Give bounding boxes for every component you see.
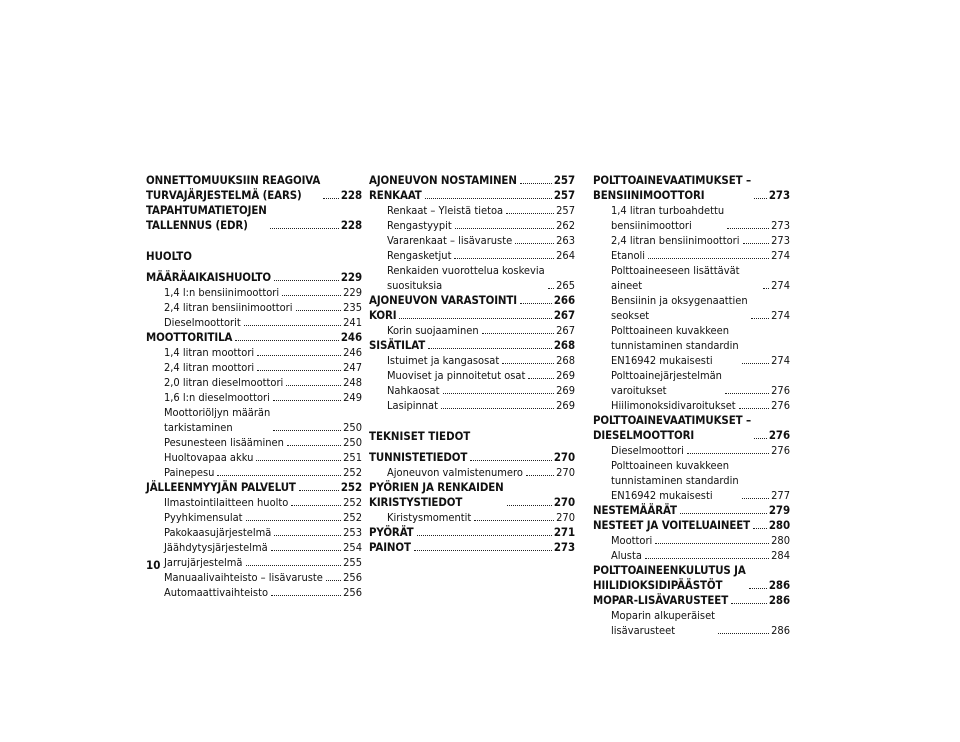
toc-entry-title: POLTTOAINEVAATIMUKSET – BENSIINIMOOTTORI (593, 173, 751, 202)
toc-entry-title: 1,6 l:n dieselmoottori (164, 391, 270, 404)
toc-entry-title: Muoviset ja pinnoitetut osat (387, 369, 526, 382)
dot-leader (273, 430, 341, 431)
toc-entry-sub[interactable] (593, 458, 790, 503)
toc-page-number: 229 (340, 270, 362, 284)
toc-entry-title: 2,4 litran moottori (164, 361, 255, 374)
dot-leader (474, 520, 554, 521)
toc-entry-title: Ajoneuvon valmistenumero (387, 466, 523, 479)
toc-page-number: 257 (553, 173, 575, 187)
dot-leader (256, 460, 341, 461)
dot-leader (246, 520, 342, 521)
toc-entry-title: Pyyhkimensulat (164, 511, 243, 524)
toc-entry-main[interactable] (369, 308, 575, 323)
toc-page-number: 250 (343, 421, 362, 434)
dot-leader (743, 243, 770, 244)
toc-entry-title: 2,4 litran bensiinimoottori (611, 234, 740, 247)
dot-leader (235, 340, 339, 341)
dot-leader (257, 355, 341, 356)
toc-entry-title: ONNETTOMUUKSIIN REAGOIVA TURVAJÄRJESTELMÄ (EARS) (146, 173, 321, 202)
toc-entry-sub[interactable] (146, 495, 362, 510)
toc-entry-title: Moottoriöljyn määrän tarkistaminen (164, 406, 271, 434)
toc-entry-sub[interactable] (593, 323, 790, 368)
toc-entry-main[interactable] (146, 330, 362, 345)
toc-page-number: 274 (771, 249, 790, 262)
toc-entry-title: MOPAR-LISÄVARUSTEET (593, 593, 729, 607)
toc-page-number: 280 (768, 518, 790, 532)
toc-entry-title: Moparin alkuperäiset lisävarusteet (611, 609, 716, 637)
toc-entry-main[interactable] (369, 188, 575, 203)
toc-entry-sub[interactable] (369, 203, 575, 218)
dot-leader (425, 198, 552, 199)
section-heading: HUOLTO (146, 249, 192, 263)
toc-entry-sub[interactable] (593, 368, 790, 398)
toc-page-number: 271 (553, 525, 575, 539)
toc-entry-sub[interactable] (369, 510, 575, 525)
toc-page-number: 254 (343, 541, 362, 554)
toc-entry-title: Dieselmoottori (611, 444, 684, 457)
dot-leader (763, 288, 769, 289)
toc-entry-title: POLTTOAINEVAATIMUKSET – DIESELMOOTTORI (593, 413, 751, 442)
dot-leader (244, 325, 341, 326)
dot-leader (454, 258, 554, 259)
toc-page-number: 286 (768, 578, 790, 592)
toc-entry-sub[interactable] (593, 443, 790, 458)
toc-page-number: 252 (343, 511, 362, 524)
dot-leader (286, 385, 341, 386)
toc-entry-title: Ilmastointilaitteen huolto (164, 496, 289, 509)
toc-entry-main[interactable] (146, 173, 362, 203)
toc-page-number: 256 (343, 586, 362, 599)
dot-leader (257, 370, 341, 371)
toc-entry-title: Bensiinin ja oksygenaattien seokset (611, 294, 748, 322)
dot-leader (515, 243, 554, 244)
toc-page-number: 273 (771, 219, 790, 232)
toc-page-number: 276 (768, 428, 790, 442)
toc-entry-title: AJONEUVON VARASTOINTI (369, 293, 518, 307)
toc-entry-title: KORI (369, 308, 397, 322)
dot-leader (274, 535, 341, 536)
toc-entry-sub[interactable] (146, 540, 362, 555)
toc-entry-title: Polttoaineen kuvakkeen tunnistaminen standardin EN16942 mukaisesti (611, 459, 739, 502)
dot-leader (528, 378, 554, 379)
toc-entry-title: Vararenkaat – lisävaruste (387, 234, 513, 247)
dot-leader (753, 528, 767, 529)
dot-leader (754, 438, 767, 439)
toc-entry-title: Renkaiden vuorottelua koskevia suosituksia (387, 264, 545, 292)
toc-page-number: 286 (771, 624, 790, 637)
toc-entry-title: Pesunesteen lisääminen (164, 436, 284, 449)
dot-leader (731, 603, 767, 604)
toc-entry-sub[interactable] (593, 533, 790, 548)
dot-leader (739, 408, 769, 409)
dot-leader (727, 228, 769, 229)
dot-leader (648, 258, 769, 259)
toc-entry-sub[interactable] (369, 323, 575, 338)
toc-entry-title: Painepesu (164, 466, 215, 479)
toc-entry-sub[interactable] (369, 353, 575, 368)
dot-leader (414, 550, 552, 551)
toc-page-number: 284 (771, 549, 790, 562)
toc-entry-title: Automaattivaihteisto (164, 586, 268, 599)
toc-entry-sub[interactable] (593, 263, 790, 293)
toc-entry-sub[interactable] (146, 585, 362, 600)
toc-entry-sub[interactable] (146, 300, 362, 315)
dot-leader (680, 513, 767, 514)
dot-leader (506, 213, 554, 214)
dot-leader (482, 333, 554, 334)
toc-entry-main[interactable] (593, 173, 790, 203)
toc-page-number: 253 (343, 526, 362, 539)
toc-entry-sub[interactable] (146, 510, 362, 525)
toc-entry-title: JÄLLEENMYYJÄN PALVELUT (146, 480, 296, 494)
toc-page-number: 269 (556, 399, 575, 412)
toc-page-number: 247 (343, 361, 362, 374)
toc-entry-title: POLTTOAINEENKULUTUS JA HIILIDIOKSIDIPÄÄSTÖT (593, 563, 746, 592)
dot-leader (271, 595, 341, 596)
toc-entry-title: TUNNISTETIEDOT (369, 450, 468, 464)
toc-entry-title: NESTEET JA VOITELUAINEET (593, 518, 751, 532)
toc-entry-sub[interactable] (369, 218, 575, 233)
dot-leader (520, 303, 552, 304)
toc-entry-sub[interactable] (146, 375, 362, 390)
toc-entry-main[interactable] (146, 270, 362, 285)
dot-leader (751, 318, 769, 319)
dot-leader (399, 318, 551, 319)
dot-leader (443, 393, 555, 394)
toc-entry-sub[interactable] (146, 525, 362, 540)
toc-entry-title: Pakokaasujärjestelmä (164, 526, 272, 539)
toc-page-number: 246 (343, 346, 362, 359)
toc-column-1 (146, 173, 362, 600)
toc-entry-main[interactable] (146, 480, 362, 495)
toc-page-number: 274 (771, 354, 790, 367)
toc-page-number: 248 (343, 376, 362, 389)
toc-page-number: 256 (343, 571, 362, 584)
dot-leader (687, 453, 769, 454)
toc-page-number: 277 (771, 489, 790, 502)
toc-entry-main[interactable] (593, 593, 790, 608)
toc-page-number: 265 (556, 279, 575, 292)
toc-entry-sub[interactable] (593, 293, 790, 323)
dot-leader (282, 295, 341, 296)
dot-leader (455, 228, 554, 229)
toc-entry-title: Polttoaineen kuvakkeen tunnistaminen standardin EN16942 mukaisesti (611, 324, 739, 367)
toc-entry-title: Jäähdytysjärjestelmä (164, 541, 268, 554)
dot-leader (526, 475, 554, 476)
toc-entry-title: Rengastyypit (387, 219, 452, 232)
toc-entry-title: MOOTTORITILA (146, 330, 233, 344)
toc-entry-title: Renkaat – Yleistä tietoa (387, 204, 504, 217)
toc-page-number: 274 (771, 309, 790, 322)
toc-page-number: 276 (771, 444, 790, 457)
toc-page-number: 267 (556, 324, 575, 337)
toc-page-number: 252 (340, 480, 362, 494)
toc-entry-main[interactable] (369, 173, 575, 188)
toc-entry-sub[interactable] (369, 398, 575, 413)
toc-page-number: 255 (343, 556, 362, 569)
dot-leader (749, 588, 767, 589)
toc-entry-title: Alusta (611, 549, 642, 562)
toc-column-3 (593, 173, 790, 638)
toc-entry-title: PYÖRÄT (369, 525, 414, 539)
toc-entry-sub[interactable] (146, 465, 362, 480)
toc-page-number: 269 (556, 369, 575, 382)
toc-entry-title: Etanoli (611, 249, 646, 262)
dot-leader (270, 228, 339, 229)
toc-page-number: 252 (343, 496, 362, 509)
dot-leader (655, 543, 769, 544)
spacer (369, 413, 575, 429)
toc-entry-title: NESTEMÄÄRÄT (593, 503, 677, 517)
toc-entry-sub[interactable] (369, 233, 575, 248)
dot-leader (754, 198, 767, 199)
toc-entry-sub[interactable] (146, 450, 362, 465)
toc-page-number: 257 (556, 204, 575, 217)
toc-page-number: 273 (768, 188, 790, 202)
toc-entry-title: Istuimet ja kangasosat (387, 354, 500, 367)
toc-entry-main[interactable] (593, 503, 790, 518)
toc-page-number: 269 (556, 384, 575, 397)
toc-entry-main[interactable] (369, 525, 575, 540)
toc-entry-main[interactable] (146, 203, 362, 233)
toc-page-number: 266 (553, 293, 575, 307)
toc-page-number: 267 (553, 308, 575, 322)
dot-leader (273, 400, 341, 401)
toc-page-number: 228 (340, 188, 362, 202)
dot-leader (441, 408, 554, 409)
toc-entry-sub[interactable] (369, 263, 575, 293)
spacer (146, 233, 362, 249)
toc-page-number: 279 (768, 503, 790, 517)
toc-page-number: 257 (553, 188, 575, 202)
toc-entry-title: Moottori (611, 534, 653, 547)
toc-page-number: 270 (553, 450, 575, 464)
toc-page-number: 270 (556, 511, 575, 524)
toc-entry-sub[interactable] (593, 233, 790, 248)
toc-page-number: 228 (340, 218, 362, 232)
toc-entry-main[interactable] (369, 338, 575, 353)
dot-leader (417, 535, 552, 536)
toc-entry-sub[interactable] (146, 285, 362, 300)
toc-page-number: 276 (771, 384, 790, 397)
toc-entry-sub[interactable] (593, 203, 790, 233)
dot-leader (296, 310, 342, 311)
toc-entry-title: Manuaalivaihteisto – lisävaruste (164, 571, 323, 584)
toc-entry-sub[interactable] (146, 435, 362, 450)
dot-leader (718, 633, 769, 634)
toc-entry-title: Rengasketjut (387, 249, 452, 262)
toc-entry-title: 1,4 litran turboahdettu bensiinimoottori (611, 204, 725, 232)
toc-entry-main[interactable] (369, 450, 575, 465)
dot-leader (502, 363, 554, 364)
dot-leader (520, 183, 552, 184)
toc-entry-sub[interactable] (146, 570, 362, 585)
toc-entry-title: Jarrujärjestelmä (164, 556, 243, 569)
toc-page-number: 274 (771, 279, 790, 292)
toc-page-number: 270 (553, 495, 575, 509)
toc-page-number: 263 (556, 234, 575, 247)
toc-entry-main[interactable] (593, 413, 790, 443)
dot-leader (470, 460, 552, 461)
dot-leader (274, 280, 339, 281)
toc-page-number: 273 (553, 540, 575, 554)
toc-page-number: 264 (556, 249, 575, 262)
toc-entry-title: TAPAHTUMATIETOJEN TALLENNUS (EDR) (146, 203, 267, 232)
toc-page-number: 268 (553, 338, 575, 352)
dot-leader (299, 490, 339, 491)
toc-entry-sub[interactable] (593, 248, 790, 263)
toc-entry-title: 2,0 litran dieselmoottori (164, 376, 284, 389)
toc-page-number: 276 (771, 399, 790, 412)
toc-entry-sub[interactable] (369, 368, 575, 383)
dot-leader (217, 475, 341, 476)
toc-page-number: 249 (343, 391, 362, 404)
toc-page-number: 252 (343, 466, 362, 479)
toc-page-number: 235 (343, 301, 362, 314)
dot-leader (742, 363, 769, 364)
toc-entry-title: Nahkaosat (387, 384, 440, 397)
toc-entry-title: Polttoaineeseen lisättävät aineet (611, 264, 740, 292)
toc-entry-title: Lasipinnat (387, 399, 439, 412)
toc-entry-title: PAINOT (369, 540, 411, 554)
dot-leader (428, 348, 552, 349)
toc-entry-title: MÄÄRÄAIKAISHUOLTO (146, 270, 271, 284)
toc-entry-sub[interactable] (146, 345, 362, 360)
toc-entry-sub[interactable] (146, 360, 362, 375)
toc-entry-main[interactable] (593, 563, 790, 593)
dot-leader (645, 558, 769, 559)
toc-page-number: 229 (343, 286, 362, 299)
toc-entry-main[interactable] (369, 540, 575, 555)
toc-entry-sub[interactable] (593, 398, 790, 413)
toc-entry-sub[interactable] (146, 390, 362, 405)
toc-entry-sub[interactable] (593, 608, 790, 638)
dot-leader (725, 393, 769, 394)
toc-entry-title: AJONEUVON NOSTAMINEN (369, 173, 517, 187)
toc-entry-sub[interactable] (146, 315, 362, 330)
dot-leader (291, 505, 341, 506)
page-number: 10 (146, 558, 161, 572)
toc-entry-main[interactable] (369, 480, 575, 510)
dot-leader (548, 288, 554, 289)
toc-entry-title: Kiristysmomentit (387, 511, 472, 524)
toc-entry-title: Hiilimonoksidivaroitukset (611, 399, 736, 412)
toc-entry-sub[interactable] (146, 555, 362, 570)
toc-entry-title: 1,4 l:n bensiinimoottori (164, 286, 280, 299)
toc-entry-title: Korin suojaaminen (387, 324, 479, 337)
toc-column-2 (369, 173, 575, 555)
toc-page-number: 280 (771, 534, 790, 547)
toc-entry-title: Polttoainejärjestelmän varoitukset (611, 369, 722, 397)
toc-entry-title: Huoltovapaa akku (164, 451, 254, 464)
toc-entry-title: SISÄTILAT (369, 338, 426, 352)
toc-page-number: 246 (340, 330, 362, 344)
toc-entry-sub[interactable] (146, 405, 362, 435)
dot-leader (287, 445, 341, 446)
toc-entry-title: Dieselmoottorit (164, 316, 241, 329)
toc-entry-sub[interactable] (369, 465, 575, 480)
toc-entry-title: 2,4 litran bensiinimoottori (164, 301, 293, 314)
toc-entry-sub[interactable] (369, 383, 575, 398)
toc-entry-title: 1,4 litran moottori (164, 346, 255, 359)
toc-page-number: 250 (343, 436, 362, 449)
dot-leader (246, 565, 342, 566)
toc-page-number: 241 (343, 316, 362, 329)
section-heading: TEKNISET TIEDOT (369, 429, 471, 443)
dot-leader (507, 505, 552, 506)
toc-entry-sub[interactable] (593, 548, 790, 563)
toc-page-number: 286 (768, 593, 790, 607)
toc-page-number: 262 (556, 219, 575, 232)
toc-entry-title: PYÖRIEN JA RENKAIDEN KIRISTYSTIEDOT (369, 480, 504, 509)
dot-leader (323, 198, 339, 199)
dot-leader (742, 498, 769, 499)
toc-page-number: 268 (556, 354, 575, 367)
toc-entry-main[interactable] (593, 518, 790, 533)
dot-leader (271, 550, 341, 551)
toc-page-number: 273 (771, 234, 790, 247)
toc-entry-main[interactable] (369, 293, 575, 308)
toc-page-number: 270 (556, 466, 575, 479)
toc-page-number: 251 (343, 451, 362, 464)
toc-entry-title: RENKAAT (369, 188, 422, 202)
dot-leader (326, 580, 341, 581)
toc-entry-sub[interactable] (369, 248, 575, 263)
